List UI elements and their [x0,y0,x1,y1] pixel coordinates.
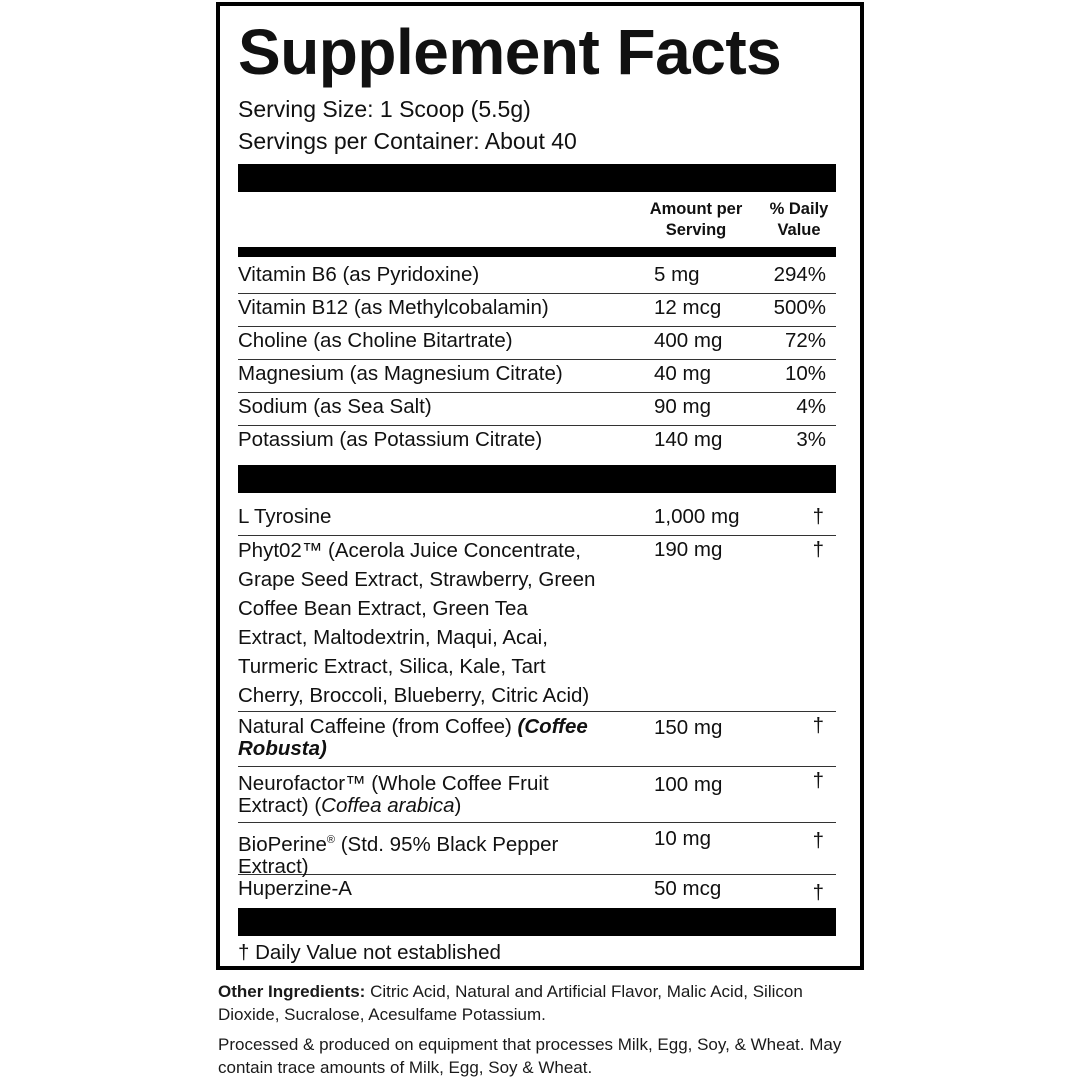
ingredient-daily-value: 10% [784,362,826,385]
thick-divider-bottom [238,908,836,936]
ingredient-name: BioPerine® (Std. 95% Black Pepper Extract) [238,832,559,878]
ingredient-amount: 400 mg [654,329,723,352]
ingredient-amount: 10 mg [654,827,711,850]
dagger-mark: † [812,829,824,852]
dagger-mark: † [812,881,824,904]
thick-divider-middle [238,465,836,493]
serving-size: Serving Size: 1 Scoop (5.5g) [238,96,531,122]
ingredient-name: L Tyrosine [238,505,332,528]
thick-divider-top [238,164,836,192]
ingredient-amount: 40 mg [654,362,711,385]
ingredient-name: Magnesium (as Magnesium Citrate) [238,362,563,385]
ingredient-name: Huperzine-A [238,877,352,900]
ingredient-daily-value: 72% [784,329,826,352]
panel-title: Supplement Facts [238,16,782,88]
ingredient-name: Natural Caffeine (from Coffee) (Coffee Robusta) [238,715,588,760]
table-row [238,393,836,426]
column-header-daily-value: % Daily Value [769,200,829,239]
table-row [238,294,836,327]
table-row [238,712,836,767]
ingredient-daily-value: 3% [796,428,826,451]
ingredient-name: Potassium (as Potassium Citrate) [238,428,543,451]
ingredient-name: Neurofactor™ (Whole Coffee Fruit Extract) (Coffea arabica) [238,772,549,817]
table-row [238,261,836,294]
table-row [238,426,836,462]
ingredient-amount: 100 mg [654,773,723,796]
dagger-mark: † [812,505,824,528]
ingredient-amount: 1,000 mg [654,505,740,528]
allergen-statement: Processed & produced on equipment that processes Milk, Egg, Soy, & Wheat. May contain trace amounts of Milk, Egg, Soy & Wheat. [218,1035,842,1077]
ingredient-name: Vitamin B6 (as Pyridoxine) [238,263,480,286]
other-ingredients [218,980,858,1026]
ingredient-name: Phyt02™ (Acerola Juice Concentrate, Grape Seed Extract, Strawberry, Green Coffee Bean Extract, Green Tea Extract, Maltodextrin, Maqui, Acai, Turmeric Extract, Silica, Kale, Tart Cherry, Broccoli, Blueberry, Citric Acid) [238,539,596,707]
table-row [238,767,836,823]
supplement-facts-panel [216,2,864,970]
ingredient-daily-value: 4% [796,395,826,418]
dagger-mark: † [812,714,824,737]
dagger-mark: † [812,538,824,561]
ingredient-amount: 190 mg [654,538,723,561]
footnote: † Daily Value not established [238,941,501,964]
ingredient-amount: 90 mg [654,395,711,418]
table-row [238,503,836,536]
ingredient-amount: 140 mg [654,428,723,451]
table-row [238,360,836,393]
table-row [238,327,836,360]
ingredient-amount: 50 mcg [654,877,722,900]
ingredient-daily-value: 294% [773,263,826,286]
table-row [238,536,836,712]
ingredient-daily-value: 500% [773,296,826,319]
ingredient-amount: 12 mcg [654,296,722,319]
medium-divider [238,247,836,257]
column-header-amount: Amount per Serving [649,200,743,239]
other-ingredients-text: Citric Acid, Natural and Artificial Flavor, Malic Acid, Silicon Dioxide, Sucralose, Acesulfame Potassium. [218,982,803,1024]
table-row [238,823,836,878]
ingredient-amount: 150 mg [654,716,723,739]
ingredient-amount: 5 mg [654,263,700,286]
dagger-mark: † [812,769,824,792]
ingredient-name: Vitamin B12 (as Methylcobalamin) [238,296,549,319]
ingredient-name: Sodium (as Sea Salt) [238,395,432,418]
other-ingredients-label: Other Ingredients: [218,982,366,1001]
ingredient-name: Choline (as Choline Bitartrate) [238,329,513,352]
servings-per-container: Servings per Container: About 40 [238,128,577,154]
table-row [238,875,836,907]
